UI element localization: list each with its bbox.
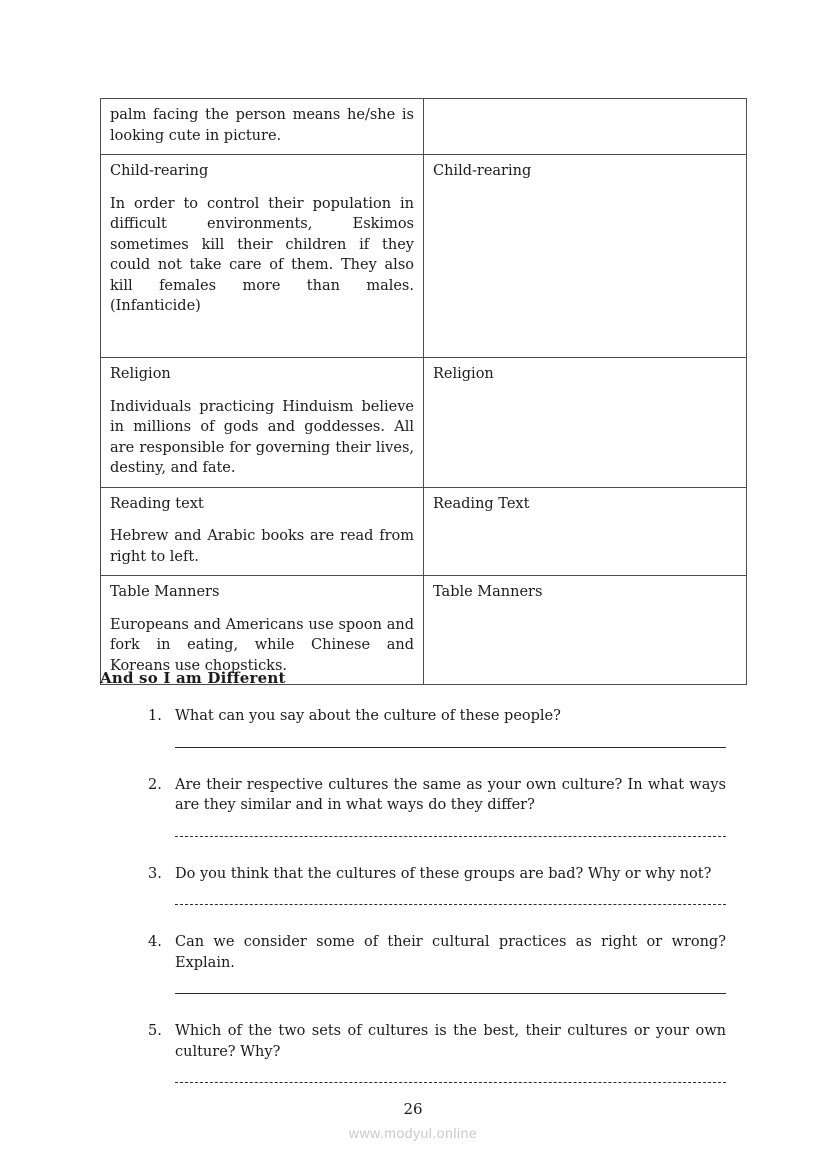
- table-cell-left: [101, 155, 424, 358]
- question-item: [148, 1021, 726, 1083]
- cell-body: Europeans and Americans use spoon and fork in eating, while Chinese and Koreans use chopsticks.: [110, 616, 414, 674]
- table-cell-right: [424, 487, 747, 576]
- question-number: 3.: [148, 865, 162, 882]
- cell-title: Child-rearing: [110, 163, 209, 179]
- watermark: www.modyul.online: [348, 1125, 478, 1141]
- question-number: 5.: [148, 1023, 162, 1039]
- answer-line: [175, 830, 726, 837]
- cell-body: Individuals practicing Hinduism believe in millions of gods and goddesses. All are responsible for governing their lives, destiny, and fate.: [110, 398, 414, 476]
- table-row: [101, 487, 747, 576]
- table-cell-right: [424, 155, 747, 358]
- question-number: 2.: [148, 776, 162, 793]
- question-text: Which of the two sets of cultures is the best, their cultures or your own culture? Why?: [175, 1023, 726, 1060]
- question-text: What can you say about the culture of these people?: [175, 708, 561, 724]
- answer-line: [175, 898, 726, 905]
- table-cell-right: [424, 358, 747, 488]
- question-number: 4.: [148, 934, 162, 950]
- question-text: Do you think that the cultures of these groups are bad? Why or why not?: [175, 865, 712, 882]
- questions-section: [148, 706, 726, 1110]
- cell-body: In order to control their population in difficult environments, Eskimos sometimes kill their children if they could not take care of them. They also kill females more than males. (Infanticide): [110, 195, 414, 314]
- answer-line: [175, 1076, 726, 1083]
- culture-comparison-table: [100, 98, 747, 685]
- page-number: 26: [403, 1100, 423, 1118]
- cell-continuation-text: palm facing the person means he/she is looking cute in picture.: [110, 107, 414, 144]
- cell-title: Table Manners: [433, 584, 543, 600]
- cell-title: Table Manners: [110, 584, 220, 600]
- section-heading: And so I am Different: [100, 669, 286, 687]
- question-item: [148, 932, 726, 994]
- answer-line: [175, 987, 726, 994]
- question-text: Can we consider some of their cultural practices as right or wrong? Explain.: [175, 934, 726, 971]
- cell-title: Reading text: [110, 495, 204, 512]
- answer-line: [175, 741, 726, 748]
- table-cell-right: [424, 576, 747, 685]
- table-row: [101, 358, 747, 488]
- question-text: Are their respective cultures the same as your own culture? In what ways are they similar and in what ways do they differ?: [175, 776, 726, 813]
- cell-title: Child-rearing: [433, 163, 532, 179]
- table-cell-left: [101, 358, 424, 488]
- question-number: 1.: [148, 708, 162, 724]
- table-cell-right: [424, 99, 747, 155]
- cell-title: Reading Text: [433, 495, 530, 512]
- table-cell-left: [101, 487, 424, 576]
- table-row: [101, 155, 747, 358]
- cell-title: Religion: [110, 366, 171, 382]
- table-cell-left: [101, 99, 424, 155]
- cell-title: Religion: [433, 366, 494, 382]
- question-item: [148, 706, 726, 748]
- question-item: [148, 775, 726, 837]
- table-row: [101, 99, 747, 155]
- cell-body: Hebrew and Arabic books are read from right to left.: [110, 528, 414, 565]
- question-item: [148, 864, 726, 906]
